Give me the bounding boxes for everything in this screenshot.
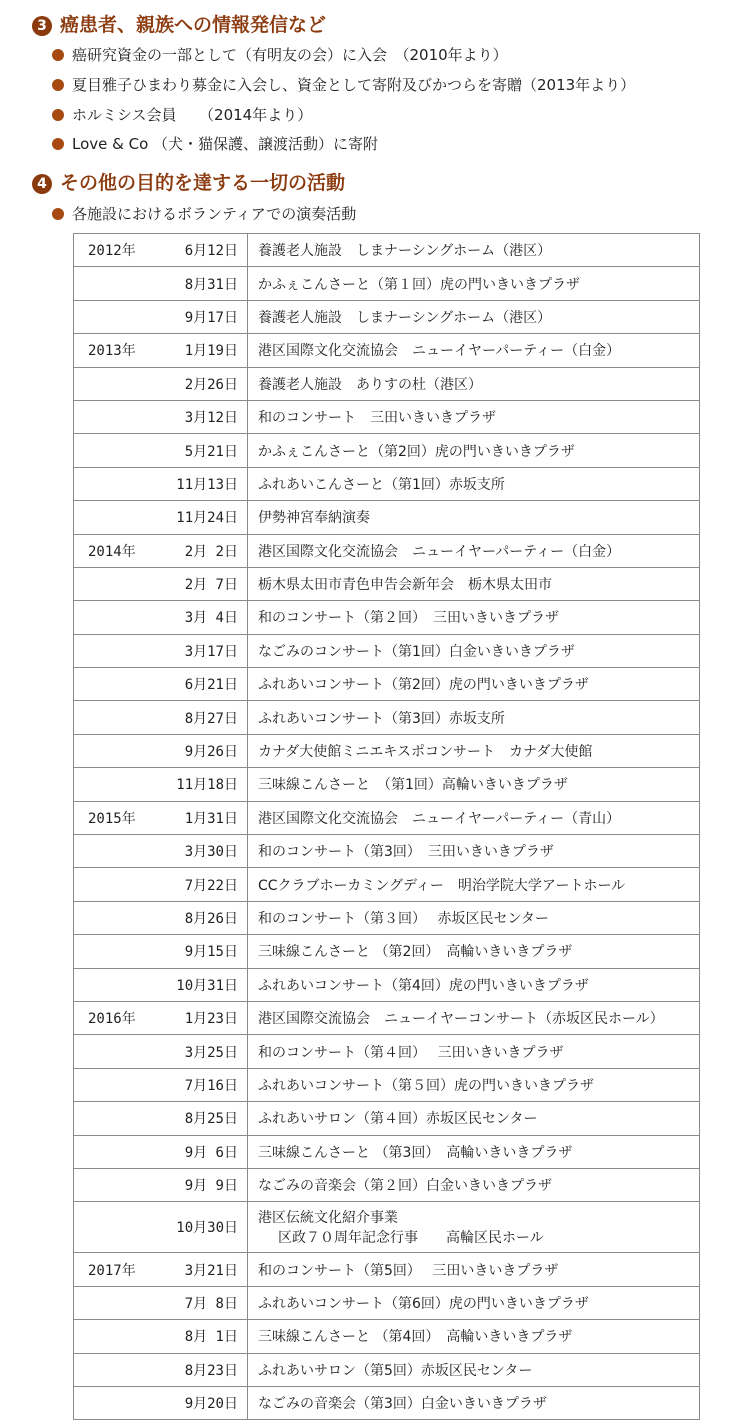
date-label: 8月25日 <box>184 1111 238 1128</box>
event-label: 三味線こんさーと （第1回）高輪いきいきプラザ <box>258 777 568 794</box>
event-cell <box>248 300 700 333</box>
list-item: 夏目雅子ひまわり募金に入会し、資金として寄附及びかつらを寄贈（2013年より） <box>52 75 635 95</box>
date-label: 2月26日 <box>184 376 238 393</box>
event-label: 三味線こんさーと （第2回） 高輪いきいきプラザ <box>258 944 573 961</box>
date-label: 3月21日 <box>184 1262 238 1279</box>
event-cell <box>248 701 700 734</box>
event-label: ふれあいこんさーと（第1回）赤坂支所 <box>258 476 505 493</box>
table-row <box>74 1068 700 1101</box>
date-label: 3月25日 <box>184 1044 238 1061</box>
date-cell <box>74 801 248 834</box>
date-label: 6月21日 <box>184 677 238 694</box>
event-label: ふれあいコンサート（第2回）虎の門いきいきプラザ <box>258 677 589 694</box>
event-cell <box>248 434 700 467</box>
event-label: 和のコンサート（第４回） 三田いきいきプラザ <box>258 1044 564 1061</box>
date-cell <box>74 1253 248 1286</box>
event-cell <box>248 267 700 300</box>
date-label: 8月26日 <box>184 911 238 927</box>
date-cell <box>74 1286 248 1319</box>
date-label: 1月23日 <box>184 1011 238 1028</box>
date-cell <box>74 1386 248 1419</box>
date-label: 10月30日 <box>176 1220 238 1237</box>
event-cell <box>248 1353 700 1386</box>
date-cell <box>74 400 248 433</box>
date-label: 11月13日 <box>176 476 238 493</box>
event-cell <box>248 1202 700 1253</box>
date-cell <box>74 868 248 901</box>
date-cell <box>74 1320 248 1353</box>
table-row <box>74 835 700 868</box>
list-item: ホルミシス会員 （2014年より） <box>52 105 312 125</box>
event-label: カナダ大使館ミニエキスポコンサート カナダ大使館 <box>258 744 593 761</box>
event-cell <box>248 567 700 600</box>
event-label: なごみの音楽会（第3回）白金いきいきプラザ <box>258 1396 547 1413</box>
date-label: 3月30日 <box>184 844 238 861</box>
date-label: 3月 4日 <box>184 610 238 627</box>
date-label: 8月27日 <box>184 710 238 727</box>
table-row <box>74 400 700 433</box>
table-row <box>74 601 700 634</box>
list-item: 癌研究資金の一部として（有明友の会）に入会 （2010年より） <box>52 45 508 65</box>
event-label: 三味線こんさーと （第4回） 高輪いきいきプラザ <box>258 1329 573 1346</box>
date-label: 11月18日 <box>176 777 238 794</box>
event-cell <box>248 234 700 267</box>
event-label: ふれあいコンサート（第５回）虎の門いきいきプラザ <box>258 1077 594 1094</box>
event-label: 港区国際交流協会 ニューイヤーコンサート（赤坂区民ホール） <box>258 1011 664 1028</box>
date-cell <box>74 901 248 934</box>
table-row <box>74 300 700 333</box>
date-cell <box>74 501 248 534</box>
date-cell <box>74 434 248 467</box>
date-cell <box>74 701 248 734</box>
event-cell <box>248 634 700 667</box>
event-label: 和のコンサート（第２回） 三田いきいきプラザ <box>258 610 559 627</box>
event-detail-label: 区政７０周年記念行事 高輪区民ホール <box>278 1230 544 1247</box>
table-row <box>74 634 700 667</box>
event-label: CCクラブホーカミングディー 明治学院大学アートホール <box>258 877 626 894</box>
event-label: かふぇこんさーと（第１回）虎の門いきいきプラザ <box>258 276 580 293</box>
event-cell <box>248 1320 700 1353</box>
date-cell <box>74 300 248 333</box>
date-label: 9月 9日 <box>184 1178 238 1195</box>
year-label: 2012年 <box>88 243 136 260</box>
table-row <box>74 567 700 600</box>
table-row <box>74 768 700 801</box>
section-3-title: 癌患者、親族への情報発信など <box>60 14 327 36</box>
table-row <box>74 668 700 701</box>
date-label: 1月19日 <box>184 343 238 360</box>
circled-number-3-icon: 3 <box>32 16 52 36</box>
circled-number-4-icon: 4 <box>32 174 52 194</box>
date-cell <box>74 267 248 300</box>
event-cell <box>248 801 700 834</box>
date-label: 9月17日 <box>184 309 238 326</box>
event-cell <box>248 501 700 534</box>
date-cell <box>74 734 248 767</box>
event-label: 港区国際文化交流協会 ニューイヤーパーティー（白金） <box>258 543 621 560</box>
event-cell <box>248 601 700 634</box>
table-row <box>74 367 700 400</box>
event-cell <box>248 1068 700 1101</box>
date-label: 3月12日 <box>184 410 238 427</box>
event-cell <box>248 1253 700 1286</box>
bullet-icon <box>52 79 64 91</box>
event-label: なごみのコンサート（第1回）白金いきいきプラザ <box>258 643 575 660</box>
date-label: 10月31日 <box>176 977 238 994</box>
table-row <box>74 801 700 834</box>
bullet-icon <box>52 49 64 61</box>
event-label: ふれあいサロン（第5回）赤坂区民センター <box>258 1362 533 1379</box>
table-row <box>74 734 700 767</box>
event-cell <box>248 334 700 367</box>
date-label: 7月22日 <box>184 877 238 894</box>
table-row <box>74 467 700 500</box>
event-label: 港区伝統文化紹介事業 <box>258 1210 398 1227</box>
date-cell <box>74 534 248 567</box>
bullet-icon <box>52 138 64 150</box>
date-cell <box>74 601 248 634</box>
event-label: ふれあいコンサート（第3回）赤坂支所 <box>258 710 505 727</box>
table-row <box>74 234 700 267</box>
section-4-title: その他の目的を達する一切の活動 <box>60 172 346 194</box>
list-item: 各施設におけるボランティアでの演奏活動 <box>52 204 356 224</box>
bullet-icon <box>52 109 64 121</box>
table-row <box>74 267 700 300</box>
event-cell <box>248 1001 700 1034</box>
date-cell <box>74 968 248 1001</box>
list-item: Love & Co （犬・猫保護、譲渡活動）に寄附 <box>52 134 378 154</box>
date-label: 8月 1日 <box>184 1329 238 1346</box>
event-cell <box>248 768 700 801</box>
event-label: 養護老人施設 しまナーシングホーム（港区） <box>258 243 552 260</box>
date-cell <box>74 1135 248 1168</box>
section-4-heading <box>32 168 345 195</box>
date-label: 8月23日 <box>184 1362 238 1379</box>
table-row <box>74 534 700 567</box>
date-label: 3月17日 <box>184 643 238 660</box>
event-label: 港区国際文化交流協会 ニューイヤーパーティー（白金） <box>258 343 621 360</box>
event-cell <box>248 1386 700 1419</box>
year-label: 2013年 <box>88 343 136 360</box>
event-cell <box>248 1035 700 1068</box>
year-label: 2014年 <box>88 543 136 560</box>
activity-table <box>73 233 700 1420</box>
event-cell <box>248 835 700 868</box>
event-label: 養護老人施設 ありすの杜（港区） <box>258 376 482 393</box>
event-cell <box>248 1135 700 1168</box>
table-row <box>74 1320 700 1353</box>
event-cell <box>248 901 700 934</box>
event-cell <box>248 868 700 901</box>
table-row <box>74 935 700 968</box>
event-label: 和のコンサート 三田いきいきプラザ <box>258 410 496 427</box>
event-cell <box>248 534 700 567</box>
date-cell <box>74 1035 248 1068</box>
section-3-heading <box>32 10 326 37</box>
event-label: なごみの音楽会（第２回）白金いきいきプラザ <box>258 1178 552 1195</box>
event-cell <box>248 935 700 968</box>
date-cell <box>74 634 248 667</box>
date-cell <box>74 1102 248 1135</box>
table-row <box>74 501 700 534</box>
event-label: 栃木県太田市青色申告会新年会 栃木県太田市 <box>258 577 552 594</box>
date-cell <box>74 935 248 968</box>
table-row <box>74 968 700 1001</box>
date-label: 9月20日 <box>184 1396 238 1413</box>
date-label: 1月31日 <box>184 810 238 827</box>
table-row <box>74 1386 700 1419</box>
event-cell <box>248 968 700 1001</box>
event-cell <box>248 668 700 701</box>
date-cell <box>74 1353 248 1386</box>
bullet-icon <box>52 208 64 220</box>
date-cell <box>74 668 248 701</box>
event-cell <box>248 400 700 433</box>
date-label: 5月21日 <box>184 443 238 460</box>
date-label: 8月31日 <box>184 276 238 293</box>
date-label: 7月16日 <box>184 1077 238 1094</box>
table-row <box>74 1253 700 1286</box>
year-label: 2015年 <box>88 810 136 827</box>
table-row <box>74 901 700 934</box>
event-label: 港区国際文化交流協会 ニューイヤーパーティー（青山） <box>258 810 621 827</box>
date-cell <box>74 367 248 400</box>
event-label: 伊勢神宮奉納演奏 <box>258 510 370 527</box>
event-cell <box>248 1286 700 1319</box>
event-label: ふれあいコンサート（第6回）虎の門いきいきプラザ <box>258 1295 589 1312</box>
date-cell <box>74 234 248 267</box>
event-label: 三味線こんさーと （第3回） 高輪いきいきプラザ <box>258 1144 573 1161</box>
event-label: かふぇこんさーと（第2回）虎の門いきいきプラザ <box>258 443 575 460</box>
event-cell <box>248 1168 700 1201</box>
event-cell <box>248 734 700 767</box>
date-cell <box>74 768 248 801</box>
event-label: ふれあいコンサート（第4回）虎の門いきいきプラザ <box>258 977 589 994</box>
table-row <box>74 1286 700 1319</box>
date-cell <box>74 1202 248 1253</box>
date-label: 2月 7日 <box>184 577 238 594</box>
event-cell <box>248 367 700 400</box>
table-row <box>74 434 700 467</box>
date-cell <box>74 567 248 600</box>
date-label: 2月 2日 <box>184 543 238 560</box>
date-label: 9月15日 <box>184 944 238 961</box>
date-label: 11月24日 <box>176 510 238 527</box>
event-label: ふれあいサロン（第４回）赤坂区民センター <box>258 1111 538 1128</box>
table-row <box>74 1001 700 1034</box>
event-label: 和のコンサート（第３回） 赤坂区民センター <box>258 911 549 927</box>
date-label: 9月 6日 <box>184 1144 238 1161</box>
date-cell <box>74 334 248 367</box>
event-label: 和のコンサート（第3回） 三田いきいきプラザ <box>258 844 554 861</box>
date-cell <box>74 1001 248 1034</box>
table-row <box>74 701 700 734</box>
table-row <box>74 334 700 367</box>
event-cell <box>248 1102 700 1135</box>
date-label: 6月12日 <box>184 243 238 260</box>
date-label: 7月 8日 <box>184 1295 238 1312</box>
event-label: 和のコンサート（第5回） 三田いきいきプラザ <box>258 1262 559 1279</box>
date-cell <box>74 1168 248 1201</box>
table-row <box>74 1102 700 1135</box>
date-cell <box>74 1068 248 1101</box>
date-cell <box>74 467 248 500</box>
table-row <box>74 868 700 901</box>
table-row <box>74 1353 700 1386</box>
date-label: 9月26日 <box>184 744 238 761</box>
date-cell <box>74 835 248 868</box>
year-label: 2017年 <box>88 1262 136 1279</box>
table-row <box>74 1168 700 1201</box>
table-row <box>74 1135 700 1168</box>
year-label: 2016年 <box>88 1011 136 1028</box>
event-label: 養護老人施設 しまナーシングホーム（港区） <box>258 309 552 326</box>
table-row <box>74 1202 700 1253</box>
table-row <box>74 1035 700 1068</box>
event-cell <box>248 467 700 500</box>
